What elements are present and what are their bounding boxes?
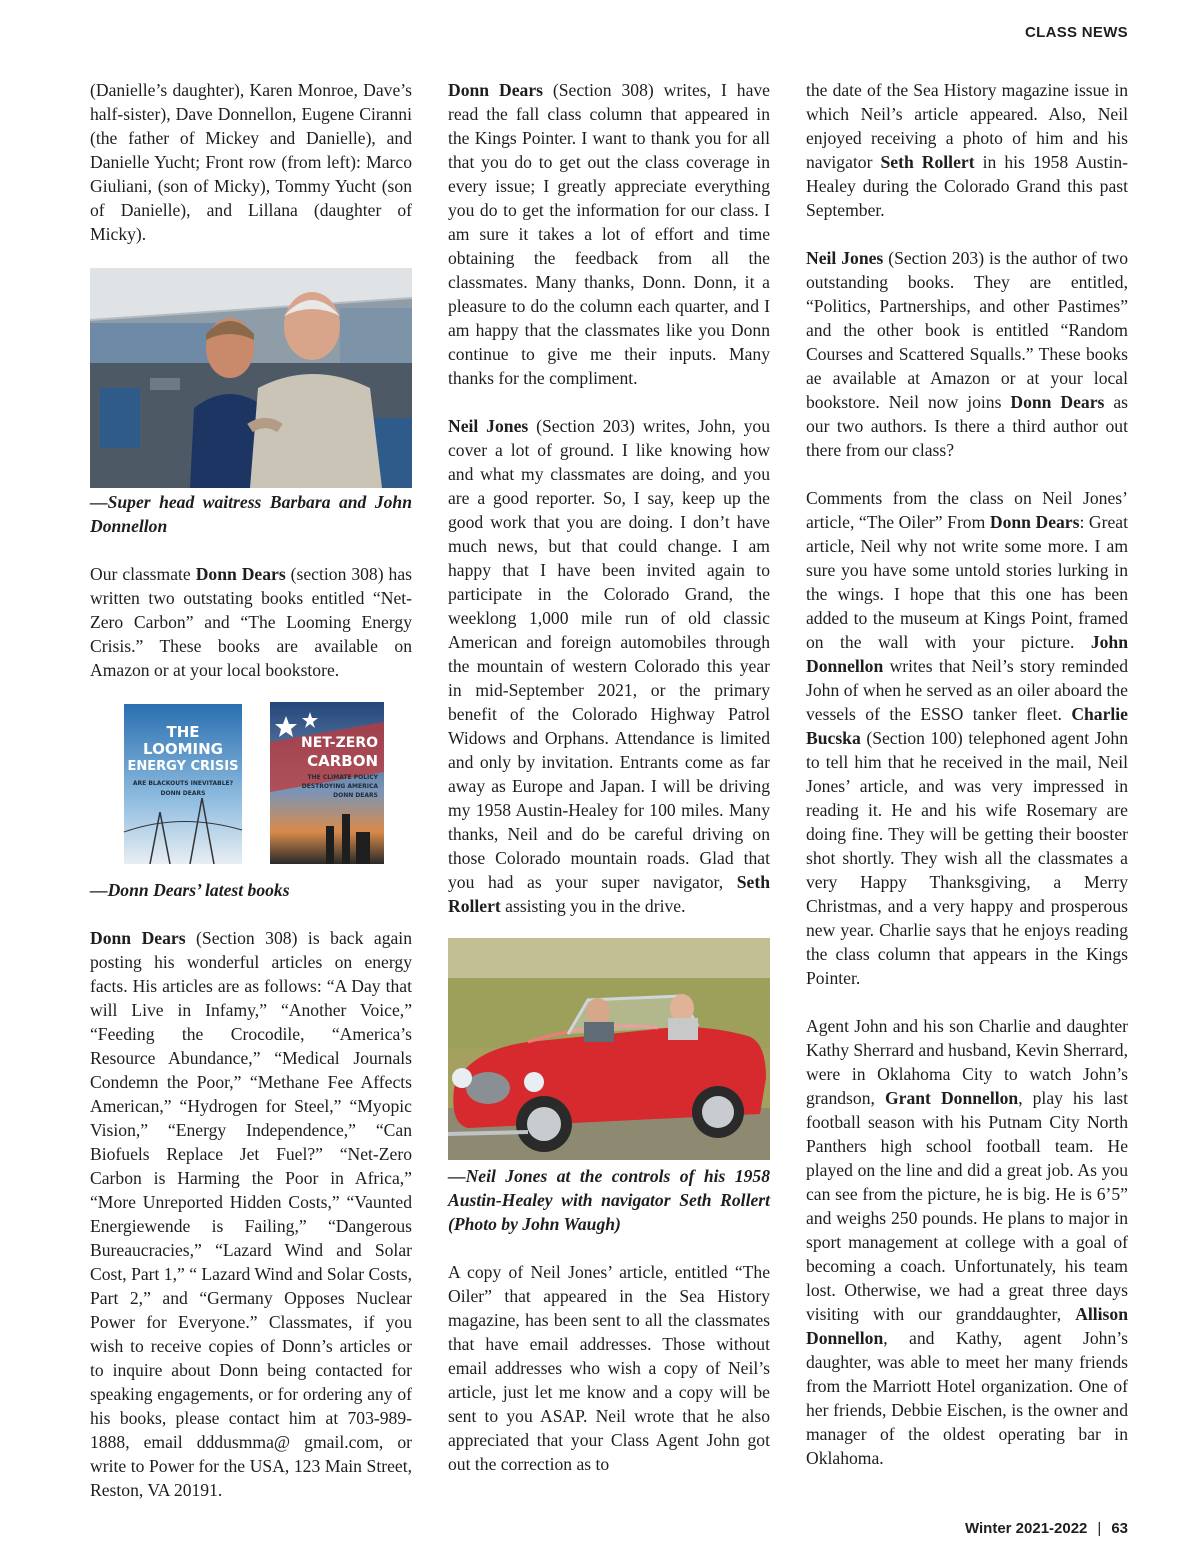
book1-line3: ENERGY CRISIS bbox=[127, 759, 239, 774]
name-neil-jones: Neil Jones bbox=[806, 248, 884, 268]
paragraph-neil-books bbox=[806, 246, 1128, 462]
name-donn-dears: Donn Dears bbox=[1010, 392, 1105, 412]
book1-author: DONN DEARS bbox=[160, 790, 206, 797]
column-1 bbox=[90, 78, 412, 1502]
column-2 bbox=[448, 78, 770, 1476]
text: (section 308) has written two outstating books entitled “Net-Zero Carbon” and “The Looming Energy Crisis.” These books are available on Amazon or at your local bookstore. bbox=[90, 564, 412, 680]
text: the date of the Sea History magazine issue in which Neil’s article appeared. Also, Neil enjoyed receiving a photo of him and his navigator bbox=[806, 80, 1128, 172]
column-3 bbox=[806, 78, 1128, 1470]
text: , and Kathy, agent John’s daughter, was able to meet her many friends from the Marriott Hotel organization. One of her friends, Debbie Eischen, is the owner and manager of the oldest operating bar in Oklahoma. bbox=[806, 1328, 1128, 1468]
name-john-donnellon: John Donnellon bbox=[806, 632, 1128, 676]
book2-author: DONN DEARS bbox=[333, 792, 378, 799]
paragraph-donn-articles bbox=[90, 926, 412, 1502]
book-looming-title bbox=[124, 724, 242, 799]
paragraph-donn-thanks bbox=[448, 78, 770, 390]
text: Agent John and his son Charlie and daughter Kathy Sherrard and husband, Kevin Sherrard, were in Oklahoma City to watch John’s grandson, bbox=[806, 1016, 1128, 1108]
text: (Section 203) writes, John, you cover a lot of ground. I like knowing how and what my classmates are doing, and you are a good reporter. So, I say, keep up the good work that you are doing. I don’t have much news, but that could change. I am happy that I have been invited again to participate in the Colorado Grand, the weeklong 1,000 mile run of old classic American and foreign automobiles through the mountain of western Colorado this year in mid-September 2021, or the primary benefit of the Colorado Highway Patrol Widows and Orphans. Attendance is limited and only by invitation. Entrants come as far away as Europe and Japan. I will be driving my 1958 Austin-Healey for 100 miles. Many thanks, Neil and do be careful driving on those Colorado mountain roads. Glad that you had as your super navigator, bbox=[448, 416, 770, 892]
car-photo-caption: —Neil Jones at the controls of his 1958 Austin-Healey with navigator Seth Rollert (Photo by John Waugh) bbox=[448, 1166, 770, 1234]
name-allison-donnellon: Allison Donnellon bbox=[806, 1304, 1128, 1348]
photo-caption-barbara: —Super head waitress Barbara and John Donnellon bbox=[90, 492, 412, 536]
text: assisting you in the drive. bbox=[500, 896, 686, 916]
book2-line1: NET-ZERO bbox=[301, 735, 378, 751]
book2-subtitle-1: THE CLIMATE POLICY bbox=[307, 774, 378, 781]
book1-line1: THE bbox=[166, 723, 200, 741]
page-footer bbox=[965, 1520, 1128, 1537]
book1-line2: LOOMING bbox=[143, 740, 223, 758]
text: , play his last football season with his Putnam City North Panthers high school football team. He played on the line and did a great job. As you can see from the picture, he is big. He is 6’5” and weighs 250 pounds. He plans to major in sport management at college with a goal of becoming a coach. Unfortunately, his team lost. Otherwise, we had a great three days visiting with our granddaughter, bbox=[806, 1088, 1128, 1324]
paragraph-neil-colorado bbox=[448, 414, 770, 918]
books-caption: —Donn Dears’ latest books bbox=[90, 880, 290, 900]
text: Our classmate bbox=[90, 564, 196, 584]
books-photo bbox=[90, 702, 412, 872]
book1-subtitle: ARE BLACKOUTS INEVITABLE? bbox=[132, 780, 234, 787]
book2-subtitle-2: DESTROYING AMERICA bbox=[301, 783, 378, 790]
book2-line2: CARBON bbox=[307, 752, 378, 770]
text: (Section 308) writes, I have read the fall class column that appeared in the Kings Pointer. I want to thank you for all that you do to get out the class coverage in every issue; I greatly appreciate everything you do to get the information for our class. I am sure it takes a lot of effort and time obtaining the feedback from all the classmates. Many thanks, Donn. Donn, it a pleasure to do the column each quarter, and I am happy that the classmates like you Donn continue to give me their inputs. Many thanks for the compliment. bbox=[448, 80, 770, 388]
paragraph-donn-books bbox=[90, 562, 412, 682]
name-grant-donnellon: Grant Donnellon bbox=[884, 1088, 1019, 1108]
text: Comments from the class on Neil Jones’ article, “The Oiler” From bbox=[806, 488, 1128, 532]
text: (Section 100) telephoned agent John to tell him that he received in the mail, Neil Jones’ article, and was very impressed in reading it. He and his wife Rosemary are doing fine. They will be getting their booster shot shortly. They wish all the classmates a very Happy Thanksgiving, a Merry Christmas, and a very happy and prosperous new year. Charlie says that he enjoys reading the class column that appears in the Kings Pointer. bbox=[806, 728, 1128, 988]
book-netzero-title bbox=[270, 734, 384, 800]
issue-label: Winter 2021-2022 bbox=[964, 1520, 1088, 1537]
paragraph-oiler-article: A copy of Neil Jones’ article, entitled “The Oiler” that appeared in the Sea History magazine, has been sent to all the classmates that have email addresses. Those without email addresses who wish a copy of Neil’s article, just let me know and a copy will be sent to you ASAP. Neil wrote that he also appreciated that your Class Agent John got out the correction as to bbox=[448, 1262, 770, 1474]
photo-caption-continued: (Danielle’s daughter), Karen Monroe, Dave’s half-sister), Dave Donnellon, Eugene Ciranni (the father of Mickey and Danielle), and Danielle Yucht; Front row (from left): Marco Giuliani, (son of Micky), Tommy Yucht (son of Danielle), and Lillana (daughter of Micky). bbox=[90, 80, 412, 244]
text: as our two authors. Is there a third author out there from our class? bbox=[806, 392, 1128, 460]
page-number: 63 bbox=[1111, 1520, 1128, 1537]
name-donn-dears: Donn Dears bbox=[90, 928, 186, 948]
name-charlie-bucska: Charlie Bucska bbox=[806, 704, 1128, 748]
name-donn-dears: Donn Dears bbox=[989, 512, 1080, 532]
paragraph-oklahoma bbox=[806, 1014, 1128, 1470]
photo-austin-healey bbox=[448, 938, 770, 1160]
section-header: CLASS NEWS bbox=[1024, 24, 1128, 41]
paragraph-neil-photo bbox=[806, 78, 1128, 222]
footer-separator: | bbox=[1097, 1520, 1102, 1537]
paragraph-oiler-comments bbox=[806, 486, 1128, 990]
text: (Section 308) is back again posting his wonderful articles on energy facts. His articles are as follows: “A Day that will Live in Infamy,” “Another Voice,” “Feeding the Crocodile, “America’s Resource Abundance,” “Medical Journals Condemn the Poor,” “Methane Fee Affects American,” “Hydrogen for Steel,” “Myopic Vision,” “Energy Independence,” “Can Biofuels Replace Jet Fuel?” “Net-Zero Carbon is Harming the Poor in Africa,” “More Unreported Hidden Costs,” “Vaunted Energiewende is Failing,” “Dangerous Bureaucracies,” “Lazard Wind and Solar Cost, Part 1,” “ Lazard Wind and Solar Costs, Part 2,” and “Germany Opposes Nuclear Power for Everyone.” Classmates, if you wish to receive copies of Donn’s articles or to inquire about Donn being contacted for speaking engagements, or for ordering any of his books, please contact him at 703-989-1888, email dddusmma@ gmail.com, or write to Power for the USA, 123 Main Street, Reston, VA 20191. bbox=[90, 928, 412, 1500]
name-donn-dears: Donn Dears bbox=[448, 80, 543, 100]
name-seth-rollert: Seth Rollert bbox=[880, 152, 975, 172]
text: (Section 203) is the author of two outstanding books. They are entitled, “Politics, Partnerships, and other Pastimes” and the other book is entitled “Random Courses and Scattered Squalls.” These books ae available at Amazon or at your local bookstore. Neil now joins bbox=[806, 248, 1128, 412]
text: writes that Neil’s story reminded John of when he served as an oiler aboard the vessels of the ESSO tanker fleet. bbox=[806, 656, 1128, 724]
restaurant-photo-image bbox=[90, 268, 412, 488]
text: in his 1958 Austin-Healey during the Colorado Grand this past September. bbox=[806, 152, 1128, 220]
name-seth-rollert: Seth Rollert bbox=[448, 872, 770, 916]
car-photo-image bbox=[448, 938, 770, 1160]
name-neil-jones: Neil Jones bbox=[448, 416, 529, 436]
text: : Great article, Neil why not write some more. I am sure you have some untold stories lurking in the wings. I hope that this one has been added to the museum at Kings Point, framed on the wall with your picture. bbox=[806, 512, 1128, 652]
photo-barbara-john bbox=[90, 268, 412, 488]
name-donn-dears: Donn Dears bbox=[195, 564, 286, 584]
